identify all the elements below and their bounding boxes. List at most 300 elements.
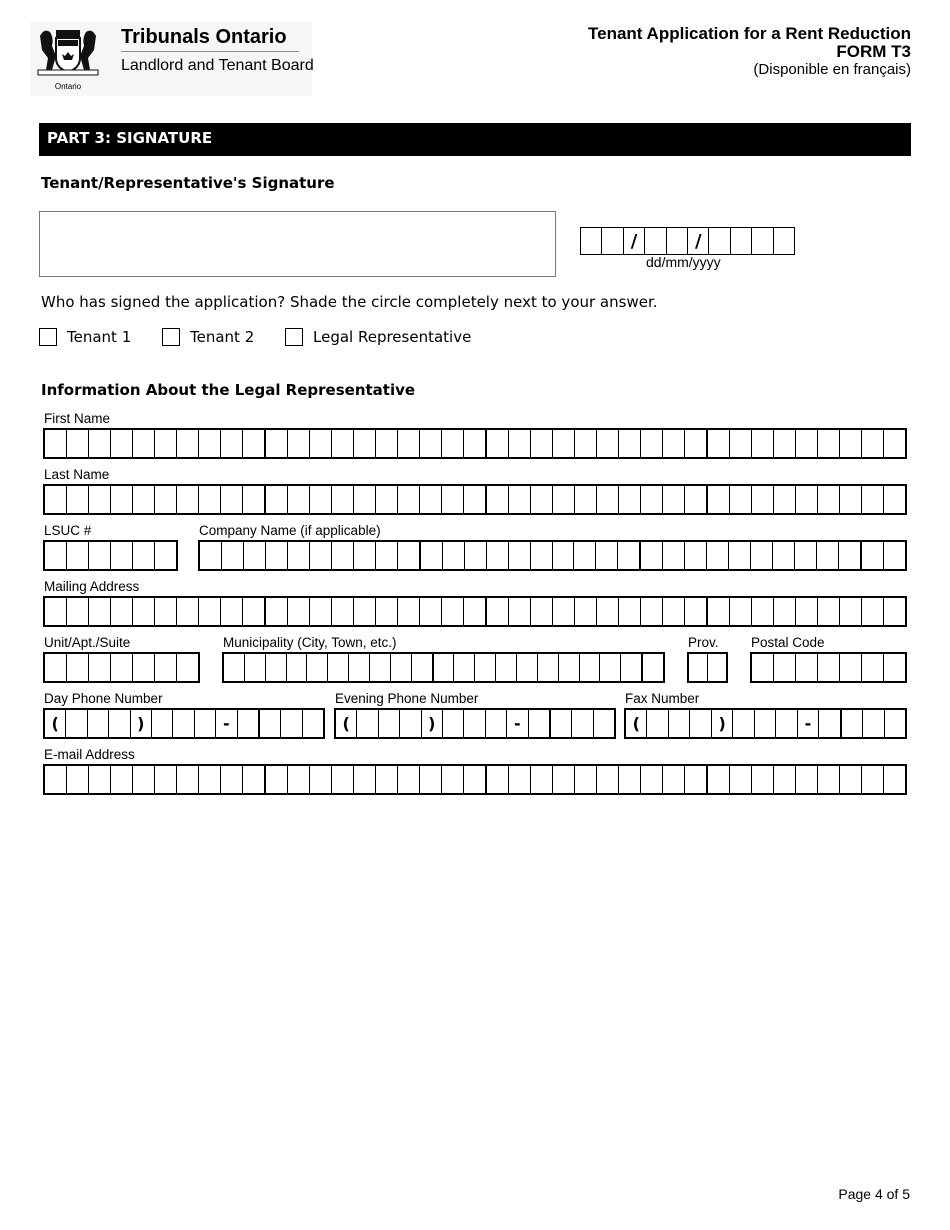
- char-box[interactable]: [420, 486, 442, 513]
- char-box[interactable]: [774, 598, 796, 625]
- char-box[interactable]: [817, 542, 839, 569]
- char-box[interactable]: [663, 430, 685, 457]
- char-box[interactable]: [412, 654, 434, 681]
- char-box[interactable]: [597, 598, 619, 625]
- char-box[interactable]: [420, 430, 442, 457]
- char-box[interactable]: [464, 430, 487, 457]
- char-box[interactable]: [663, 542, 685, 569]
- char-box[interactable]: [641, 542, 663, 569]
- char-box[interactable]: [509, 542, 531, 569]
- char-box[interactable]: [862, 766, 884, 793]
- char-box[interactable]: [884, 486, 905, 513]
- char-box[interactable]: [67, 598, 89, 625]
- char-box[interactable]: [553, 486, 575, 513]
- char-box[interactable]: [475, 654, 496, 681]
- char-box[interactable]: [310, 542, 332, 569]
- char-box[interactable]: [243, 430, 266, 457]
- char-box[interactable]: [517, 654, 538, 681]
- char-box[interactable]: [509, 430, 531, 457]
- char-box[interactable]: [818, 766, 840, 793]
- char-box[interactable]: [575, 766, 597, 793]
- char-box[interactable]: [221, 766, 243, 793]
- char-box[interactable]: [464, 710, 485, 737]
- char-box[interactable]: [173, 710, 194, 737]
- char-box[interactable]: [663, 766, 685, 793]
- char-box[interactable]: [376, 486, 398, 513]
- char-box[interactable]: ): [712, 710, 733, 737]
- char-box[interactable]: [67, 486, 89, 513]
- char-box[interactable]: [885, 710, 905, 737]
- char-box[interactable]: [619, 430, 641, 457]
- char-box[interactable]: [266, 542, 288, 569]
- char-box[interactable]: [133, 654, 155, 681]
- tenant-1-checkbox[interactable]: [39, 328, 57, 346]
- char-box[interactable]: [332, 542, 354, 569]
- char-box[interactable]: [45, 430, 67, 457]
- char-box[interactable]: ): [422, 710, 443, 737]
- char-box[interactable]: [597, 430, 619, 457]
- char-box[interactable]: [376, 430, 398, 457]
- char-box[interactable]: [685, 542, 707, 569]
- char-box[interactable]: [224, 654, 245, 681]
- char-box[interactable]: [575, 598, 597, 625]
- char-box[interactable]: [177, 598, 199, 625]
- char-box[interactable]: /: [624, 228, 645, 254]
- char-box[interactable]: [597, 486, 619, 513]
- char-box[interactable]: [442, 430, 464, 457]
- char-box[interactable]: [574, 542, 596, 569]
- char-box[interactable]: [442, 598, 464, 625]
- char-box[interactable]: [152, 710, 173, 737]
- char-box[interactable]: [133, 766, 155, 793]
- char-box[interactable]: [133, 542, 155, 569]
- char-box[interactable]: [288, 542, 310, 569]
- char-box[interactable]: [288, 486, 310, 513]
- municipality-field[interactable]: [222, 652, 665, 683]
- char-box[interactable]: [862, 486, 884, 513]
- char-box[interactable]: [199, 598, 221, 625]
- char-box[interactable]: [559, 654, 580, 681]
- char-box[interactable]: [752, 654, 774, 681]
- char-box[interactable]: [376, 598, 398, 625]
- char-box[interactable]: [111, 766, 133, 793]
- char-box[interactable]: [177, 654, 198, 681]
- char-box[interactable]: [354, 430, 376, 457]
- char-box[interactable]: [442, 486, 464, 513]
- char-box[interactable]: [707, 542, 729, 569]
- char-box[interactable]: [287, 654, 308, 681]
- char-box[interactable]: [796, 486, 818, 513]
- char-box[interactable]: [487, 598, 509, 625]
- char-box[interactable]: [796, 430, 818, 457]
- char-box[interactable]: [45, 598, 67, 625]
- char-box[interactable]: [260, 710, 281, 737]
- char-box[interactable]: [281, 710, 302, 737]
- char-box[interactable]: [884, 766, 905, 793]
- char-box[interactable]: [840, 654, 862, 681]
- char-box[interactable]: [730, 766, 752, 793]
- char-box[interactable]: [454, 654, 475, 681]
- char-box[interactable]: [863, 710, 884, 737]
- char-box[interactable]: [332, 766, 354, 793]
- char-box[interactable]: [663, 486, 685, 513]
- char-box[interactable]: [731, 228, 752, 254]
- char-box[interactable]: [730, 486, 752, 513]
- char-box[interactable]: [774, 430, 796, 457]
- char-box[interactable]: [245, 654, 266, 681]
- char-box[interactable]: [88, 710, 109, 737]
- char-box[interactable]: [839, 542, 862, 569]
- char-box[interactable]: [89, 654, 111, 681]
- char-box[interactable]: [155, 486, 177, 513]
- char-box[interactable]: [862, 598, 884, 625]
- char-box[interactable]: [553, 598, 575, 625]
- first-name-field[interactable]: [43, 428, 907, 459]
- char-box[interactable]: [575, 486, 597, 513]
- char-box[interactable]: [177, 486, 199, 513]
- char-box[interactable]: [310, 766, 332, 793]
- char-box[interactable]: [222, 542, 244, 569]
- char-box[interactable]: [840, 598, 862, 625]
- char-box[interactable]: [133, 430, 155, 457]
- email-field[interactable]: [43, 764, 907, 795]
- char-box[interactable]: [729, 542, 751, 569]
- char-box[interactable]: [155, 766, 177, 793]
- char-box[interactable]: [818, 598, 840, 625]
- char-box[interactable]: [200, 542, 222, 569]
- char-box[interactable]: [553, 542, 575, 569]
- char-box[interactable]: [708, 486, 730, 513]
- char-box[interactable]: [685, 486, 708, 513]
- char-box[interactable]: [195, 710, 216, 737]
- char-box[interactable]: [752, 486, 774, 513]
- char-box[interactable]: [379, 710, 400, 737]
- char-box[interactable]: [67, 542, 89, 569]
- char-box[interactable]: [133, 486, 155, 513]
- char-box[interactable]: [67, 766, 89, 793]
- tenant-2-checkbox[interactable]: [162, 328, 180, 346]
- char-box[interactable]: [221, 598, 243, 625]
- char-box[interactable]: [862, 430, 884, 457]
- char-box[interactable]: [464, 486, 487, 513]
- char-box[interactable]: [581, 228, 602, 254]
- char-box[interactable]: [310, 486, 332, 513]
- char-box[interactable]: [354, 542, 376, 569]
- char-box[interactable]: [45, 542, 67, 569]
- char-box[interactable]: [177, 766, 199, 793]
- char-box[interactable]: [796, 654, 818, 681]
- char-box[interactable]: [45, 654, 67, 681]
- char-box[interactable]: [398, 486, 420, 513]
- char-box[interactable]: [111, 654, 133, 681]
- char-box[interactable]: [434, 654, 455, 681]
- char-box[interactable]: [840, 430, 862, 457]
- char-box[interactable]: [818, 430, 840, 457]
- char-box[interactable]: [66, 710, 87, 737]
- char-box[interactable]: [328, 654, 349, 681]
- char-box[interactable]: [221, 430, 243, 457]
- char-box[interactable]: [884, 430, 905, 457]
- char-box[interactable]: [730, 598, 752, 625]
- last-name-field[interactable]: [43, 484, 907, 515]
- char-box[interactable]: [420, 598, 442, 625]
- char-box[interactable]: [177, 430, 199, 457]
- char-box[interactable]: [776, 710, 797, 737]
- char-box[interactable]: [398, 598, 420, 625]
- char-box[interactable]: [774, 228, 794, 254]
- char-box[interactable]: [443, 542, 465, 569]
- char-box[interactable]: [551, 710, 572, 737]
- char-box[interactable]: [133, 598, 155, 625]
- legal-rep-checkbox[interactable]: [285, 328, 303, 346]
- char-box[interactable]: [496, 654, 517, 681]
- char-box[interactable]: [641, 486, 663, 513]
- char-box[interactable]: [266, 598, 288, 625]
- char-box[interactable]: [597, 766, 619, 793]
- char-box[interactable]: [531, 542, 553, 569]
- char-box[interactable]: [621, 654, 643, 681]
- char-box[interactable]: [667, 228, 688, 254]
- char-box[interactable]: [774, 654, 796, 681]
- char-box[interactable]: [752, 430, 774, 457]
- char-box[interactable]: [600, 654, 621, 681]
- char-box[interactable]: [238, 710, 260, 737]
- char-box[interactable]: [730, 430, 752, 457]
- char-box[interactable]: [645, 228, 666, 254]
- char-box[interactable]: [111, 542, 133, 569]
- char-box[interactable]: [819, 710, 841, 737]
- char-box[interactable]: [199, 430, 221, 457]
- option-legal-representative[interactable]: [285, 327, 471, 347]
- char-box[interactable]: [689, 654, 708, 681]
- char-box[interactable]: [709, 228, 730, 254]
- char-box[interactable]: [594, 710, 614, 737]
- char-box[interactable]: [357, 710, 378, 737]
- char-box[interactable]: [773, 542, 795, 569]
- char-box[interactable]: [155, 542, 176, 569]
- char-box[interactable]: [862, 542, 884, 569]
- char-box[interactable]: [155, 598, 177, 625]
- char-box[interactable]: ): [131, 710, 152, 737]
- char-box[interactable]: [818, 654, 840, 681]
- char-box[interactable]: [796, 598, 818, 625]
- char-box[interactable]: -: [798, 710, 819, 737]
- char-box[interactable]: (: [626, 710, 647, 737]
- char-box[interactable]: [376, 766, 398, 793]
- char-box[interactable]: [109, 710, 130, 737]
- char-box[interactable]: [509, 486, 531, 513]
- option-tenant-2[interactable]: [162, 327, 254, 347]
- char-box[interactable]: [420, 766, 442, 793]
- char-box[interactable]: [243, 486, 266, 513]
- char-box[interactable]: [602, 228, 623, 254]
- char-box[interactable]: [354, 486, 376, 513]
- char-box[interactable]: [244, 542, 266, 569]
- char-box[interactable]: [155, 430, 177, 457]
- char-box[interactable]: (: [336, 710, 357, 737]
- char-box[interactable]: [529, 710, 551, 737]
- char-box[interactable]: [509, 598, 531, 625]
- char-box[interactable]: [199, 486, 221, 513]
- char-box[interactable]: [464, 766, 487, 793]
- char-box[interactable]: [354, 598, 376, 625]
- char-box[interactable]: [751, 542, 773, 569]
- char-box[interactable]: [266, 766, 288, 793]
- signature-box[interactable]: [39, 211, 556, 277]
- char-box[interactable]: [708, 430, 730, 457]
- fax-field[interactable]: [624, 708, 907, 739]
- char-box[interactable]: [376, 542, 398, 569]
- char-box[interactable]: [111, 486, 133, 513]
- char-box[interactable]: [89, 486, 111, 513]
- char-box[interactable]: [487, 486, 509, 513]
- char-box[interactable]: [884, 542, 905, 569]
- char-box[interactable]: [796, 766, 818, 793]
- char-box[interactable]: [531, 430, 553, 457]
- char-box[interactable]: [862, 654, 884, 681]
- char-box[interactable]: [669, 710, 690, 737]
- char-box[interactable]: [486, 710, 507, 737]
- option-tenant-1[interactable]: [39, 327, 131, 347]
- char-box[interactable]: [553, 766, 575, 793]
- char-box[interactable]: (: [45, 710, 66, 737]
- char-box[interactable]: [442, 766, 464, 793]
- day-phone-field[interactable]: [43, 708, 325, 739]
- char-box[interactable]: [708, 654, 726, 681]
- char-box[interactable]: [553, 430, 575, 457]
- char-box[interactable]: [708, 598, 730, 625]
- char-box[interactable]: [89, 430, 111, 457]
- char-box[interactable]: [818, 486, 840, 513]
- unit-field[interactable]: [43, 652, 200, 683]
- char-box[interactable]: [752, 766, 774, 793]
- char-box[interactable]: [842, 710, 863, 737]
- char-box[interactable]: [288, 430, 310, 457]
- char-box[interactable]: [111, 598, 133, 625]
- char-box[interactable]: [332, 430, 354, 457]
- char-box[interactable]: [641, 430, 663, 457]
- province-field[interactable]: [687, 652, 728, 683]
- char-box[interactable]: [243, 766, 266, 793]
- char-box[interactable]: [354, 766, 376, 793]
- char-box[interactable]: [647, 710, 668, 737]
- char-box[interactable]: [89, 598, 111, 625]
- char-box[interactable]: [421, 542, 443, 569]
- evening-phone-field[interactable]: [334, 708, 616, 739]
- char-box[interactable]: [307, 654, 328, 681]
- char-box[interactable]: [575, 430, 597, 457]
- char-box[interactable]: [641, 766, 663, 793]
- char-box[interactable]: [464, 598, 487, 625]
- lsuc-field[interactable]: [43, 540, 178, 571]
- char-box[interactable]: [755, 710, 776, 737]
- char-box[interactable]: [531, 766, 553, 793]
- char-box[interactable]: [465, 542, 487, 569]
- char-box[interactable]: [619, 486, 641, 513]
- char-box[interactable]: [685, 598, 708, 625]
- char-box[interactable]: [310, 598, 332, 625]
- char-box[interactable]: [708, 766, 730, 793]
- char-box[interactable]: [643, 654, 663, 681]
- char-box[interactable]: [89, 542, 111, 569]
- char-box[interactable]: [332, 598, 354, 625]
- char-box[interactable]: [509, 766, 531, 793]
- char-box[interactable]: [349, 654, 370, 681]
- char-box[interactable]: [67, 654, 89, 681]
- char-box[interactable]: /: [688, 228, 709, 254]
- char-box[interactable]: [221, 486, 243, 513]
- char-box[interactable]: [596, 542, 618, 569]
- char-box[interactable]: [400, 710, 421, 737]
- postal-code-field[interactable]: [750, 652, 907, 683]
- char-box[interactable]: [266, 486, 288, 513]
- char-box[interactable]: [443, 710, 464, 737]
- mailing-address-field[interactable]: [43, 596, 907, 627]
- char-box[interactable]: [531, 598, 553, 625]
- char-box[interactable]: [288, 766, 310, 793]
- char-box[interactable]: [685, 430, 708, 457]
- char-box[interactable]: [487, 430, 509, 457]
- char-box[interactable]: [752, 598, 774, 625]
- char-box[interactable]: [487, 542, 509, 569]
- char-box[interactable]: [398, 542, 421, 569]
- char-box[interactable]: [618, 542, 641, 569]
- char-box[interactable]: [774, 766, 796, 793]
- char-box[interactable]: [67, 430, 89, 457]
- char-box[interactable]: [884, 654, 905, 681]
- char-box[interactable]: [266, 430, 288, 457]
- char-box[interactable]: [199, 766, 221, 793]
- char-box[interactable]: [89, 766, 111, 793]
- char-box[interactable]: [619, 598, 641, 625]
- char-box[interactable]: [531, 486, 553, 513]
- signature-date-field[interactable]: [580, 227, 795, 255]
- char-box[interactable]: -: [507, 710, 528, 737]
- char-box[interactable]: [155, 654, 177, 681]
- char-box[interactable]: [303, 710, 323, 737]
- char-box[interactable]: [45, 766, 67, 793]
- char-box[interactable]: [572, 710, 593, 737]
- char-box[interactable]: [641, 598, 663, 625]
- char-box[interactable]: [243, 598, 266, 625]
- char-box[interactable]: [884, 598, 905, 625]
- char-box[interactable]: [487, 766, 509, 793]
- char-box[interactable]: [45, 486, 67, 513]
- char-box[interactable]: [685, 766, 708, 793]
- char-box[interactable]: [310, 430, 332, 457]
- char-box[interactable]: [266, 654, 287, 681]
- char-box[interactable]: [690, 710, 711, 737]
- char-box[interactable]: [733, 710, 754, 737]
- char-box[interactable]: [795, 542, 817, 569]
- char-box[interactable]: [752, 228, 773, 254]
- char-box[interactable]: [288, 598, 310, 625]
- char-box[interactable]: [840, 486, 862, 513]
- char-box[interactable]: [111, 430, 133, 457]
- char-box[interactable]: [840, 766, 862, 793]
- company-name-field[interactable]: [198, 540, 907, 571]
- char-box[interactable]: [619, 766, 641, 793]
- char-box[interactable]: -: [216, 710, 237, 737]
- char-box[interactable]: [663, 598, 685, 625]
- char-box[interactable]: [391, 654, 412, 681]
- char-box[interactable]: [398, 766, 420, 793]
- char-box[interactable]: [538, 654, 559, 681]
- char-box[interactable]: [580, 654, 601, 681]
- char-box[interactable]: [398, 430, 420, 457]
- char-box[interactable]: [774, 486, 796, 513]
- char-box[interactable]: [370, 654, 391, 681]
